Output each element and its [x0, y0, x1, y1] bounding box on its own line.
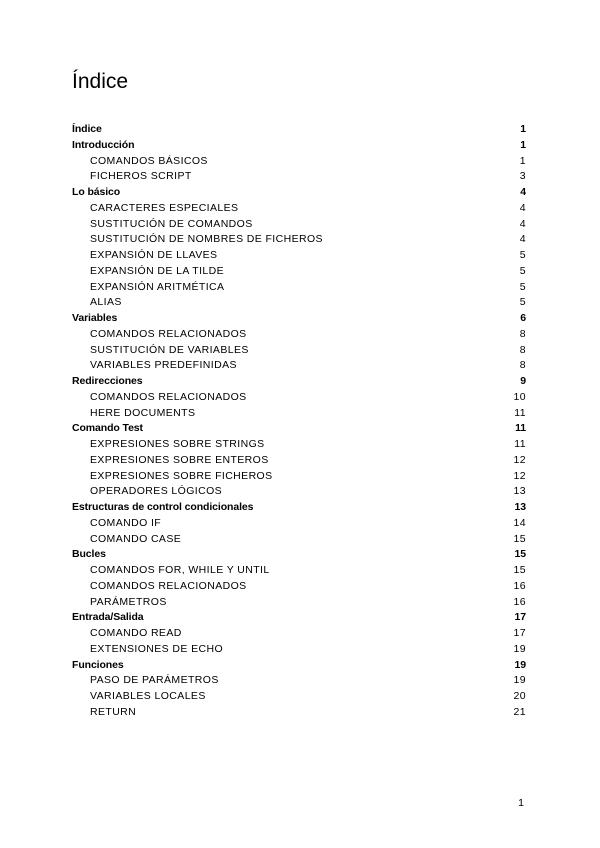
toc-entry-page-number: 5 — [519, 280, 526, 293]
toc-entry-label: Bucles — [72, 548, 106, 561]
toc-entry-page-number: 5 — [519, 296, 526, 309]
toc-section-entry[interactable] — [72, 673, 526, 689]
toc-chapter-entry[interactable] — [72, 500, 526, 516]
toc-entry-label: Introducción — [72, 138, 135, 151]
toc-entry-page-number: 4 — [519, 201, 526, 214]
toc-section-entry[interactable] — [72, 469, 526, 485]
toc-entry-label: COMANDOS FOR, WHILE Y UNTIL — [90, 564, 270, 576]
toc-section-entry[interactable] — [72, 343, 526, 359]
toc-entry-page-number: 1 — [520, 123, 526, 135]
toc-entry-label: OPERADORES LÓGICOS — [90, 485, 223, 498]
toc-section-entry[interactable] — [72, 295, 526, 311]
toc-section-entry[interactable] — [72, 532, 526, 548]
toc-entry-page-number: 3 — [519, 170, 526, 183]
toc-section-entry[interactable] — [72, 595, 526, 611]
toc-entry-label: VARIABLES PREDEFINIDAS — [90, 359, 237, 372]
toc-entry-page-number: 19 — [514, 658, 526, 671]
toc-section-entry[interactable] — [72, 437, 526, 453]
toc-entry-page-number: 1 — [519, 154, 526, 167]
toc-section-entry[interactable] — [72, 358, 526, 374]
toc-section-entry[interactable] — [72, 453, 526, 469]
toc-entry-page-number: 16 — [513, 579, 526, 592]
toc-entry-page-number: 4 — [519, 233, 526, 246]
toc-chapter-entry[interactable] — [72, 185, 526, 201]
toc-entry-label: COMANDOS RELACIONADOS — [90, 579, 247, 592]
toc-entry-label: Comando Test — [72, 422, 143, 435]
toc-section-entry[interactable] — [72, 563, 526, 579]
toc-entry-page-number: 19 — [513, 642, 526, 655]
footer-page-number: 1 — [518, 797, 524, 809]
toc-entry-label: COMANDOS RELACIONADOS — [90, 390, 247, 403]
toc-entry-label: EXPANSIÓN DE LA TILDE — [90, 264, 225, 277]
toc-chapter-entry[interactable] — [72, 374, 526, 390]
toc-entry-label: EXTENSIONES DE ECHO — [90, 642, 224, 655]
toc-entry-label: Lo básico — [72, 186, 121, 198]
toc-section-entry[interactable] — [72, 390, 526, 406]
toc-entry-page-number: 11 — [514, 406, 526, 419]
toc-chapter-entry[interactable] — [72, 311, 526, 327]
toc-entry-page-number: 4 — [520, 186, 526, 198]
toc-section-entry[interactable] — [72, 248, 526, 264]
toc-entry-label: VARIABLES LOCALES — [90, 690, 206, 702]
toc-section-entry[interactable] — [72, 154, 526, 170]
toc-entry-page-number: 1 — [520, 138, 526, 151]
toc-chapter-entry[interactable] — [72, 138, 526, 154]
toc-entry-label: Variables — [72, 312, 118, 324]
toc-entry-page-number: 5 — [519, 264, 526, 277]
toc-entry-label: Índice — [72, 123, 102, 135]
toc-section-entry[interactable] — [72, 217, 526, 233]
toc-section-entry[interactable] — [72, 642, 526, 658]
toc-entry-label: COMANDO READ — [90, 627, 182, 639]
toc-entry-label: Redirecciones — [72, 375, 143, 387]
toc-entry-label: COMANDOS BÁSICOS — [90, 154, 208, 167]
toc-entry-label: EXPANSIÓN ARITMÉTICA — [90, 280, 225, 293]
toc-section-entry[interactable] — [72, 484, 526, 500]
toc-entry-page-number: 16 — [513, 595, 526, 608]
toc-section-entry[interactable] — [72, 327, 526, 343]
toc-chapter-entry[interactable] — [72, 610, 526, 626]
toc-entry-page-number: 9 — [520, 375, 526, 387]
table-of-contents — [72, 122, 526, 721]
toc-entry-label: PASO DE PARÁMETROS — [90, 674, 219, 687]
toc-entry-page-number: 20 — [513, 690, 526, 702]
toc-entry-page-number: 8 — [519, 343, 526, 356]
toc-entry-label: EXPRESIONES SOBRE ENTEROS — [90, 453, 269, 466]
toc-entry-label: Estructuras de control condicionales — [72, 501, 254, 513]
toc-entry-page-number: 8 — [519, 327, 526, 340]
toc-entry-label: ALIAS — [90, 296, 122, 309]
toc-entry-page-number: 15 — [514, 548, 526, 561]
toc-entry-page-number: 12 — [513, 469, 526, 482]
toc-entry-label: Funciones — [72, 658, 124, 671]
toc-section-entry[interactable] — [72, 264, 526, 280]
toc-section-entry[interactable] — [72, 201, 526, 217]
toc-entry-label: EXPANSIÓN DE LLAVES — [90, 249, 218, 261]
toc-section-entry[interactable] — [72, 406, 526, 422]
toc-entry-page-number: 12 — [513, 453, 526, 466]
toc-entry-page-number: 13 — [514, 501, 526, 513]
toc-entry-page-number: 6 — [520, 312, 526, 324]
toc-entry-label: CARACTERES ESPECIALES — [90, 201, 239, 214]
toc-chapter-entry[interactable] — [72, 658, 526, 674]
toc-entry-page-number: 4 — [519, 217, 526, 230]
toc-entry-label: COMANDO IF — [90, 516, 162, 529]
toc-entry-label: SUSTITUCIÓN DE VARIABLES — [90, 343, 249, 356]
toc-section-entry[interactable] — [72, 579, 526, 595]
toc-entry-page-number: 5 — [519, 249, 526, 261]
toc-entry-label: SUSTITUCIÓN DE NOMBRES DE FICHEROS — [90, 233, 323, 246]
toc-entry-page-number: 10 — [513, 390, 526, 403]
toc-entry-label: RETURN — [90, 705, 137, 718]
toc-entry-label: EXPRESIONES SOBRE STRINGS — [90, 438, 265, 450]
toc-chapter-entry[interactable] — [72, 421, 526, 437]
toc-entry-page-number: 14 — [513, 516, 526, 529]
toc-section-entry[interactable] — [72, 626, 526, 642]
toc-section-entry[interactable] — [72, 169, 526, 185]
toc-section-entry[interactable] — [72, 280, 526, 296]
toc-entry-page-number: 15 — [513, 564, 526, 576]
toc-entry-label: COMANDO CASE — [90, 532, 182, 545]
toc-entry-page-number: 11 — [515, 422, 526, 435]
toc-entry-label: FICHEROS SCRIPT — [90, 170, 192, 183]
toc-entry-label: SUSTITUCIÓN DE COMANDOS — [90, 217, 253, 230]
toc-entry-page-number: 13 — [513, 485, 526, 498]
toc-entry-page-number: 15 — [513, 532, 526, 545]
toc-entry-page-number: 21 — [513, 705, 526, 718]
toc-section-entry[interactable] — [72, 516, 526, 532]
toc-section-entry[interactable] — [72, 689, 526, 705]
toc-entry-label: EXPRESIONES SOBRE FICHEROS — [90, 469, 273, 482]
toc-chapter-entry[interactable] — [72, 547, 526, 563]
toc-entry-page-number: 8 — [519, 359, 526, 372]
toc-entry-page-number: 19 — [513, 674, 526, 687]
page-title: Índice — [72, 70, 129, 93]
toc-section-entry[interactable] — [72, 232, 526, 248]
toc-entry-label: Entrada/Salida — [72, 611, 144, 624]
toc-entry-label: HERE DOCUMENTS — [90, 406, 196, 419]
toc-entry-label: COMANDOS RELACIONADOS — [90, 327, 247, 340]
toc-entry-page-number: 17 — [514, 611, 526, 624]
toc-entry-label: PARÁMETROS — [90, 595, 167, 608]
toc-section-entry[interactable] — [72, 705, 526, 721]
toc-entry-page-number: 11 — [514, 438, 526, 450]
toc-chapter-entry[interactable] — [72, 122, 526, 138]
toc-entry-page-number: 17 — [513, 627, 526, 639]
